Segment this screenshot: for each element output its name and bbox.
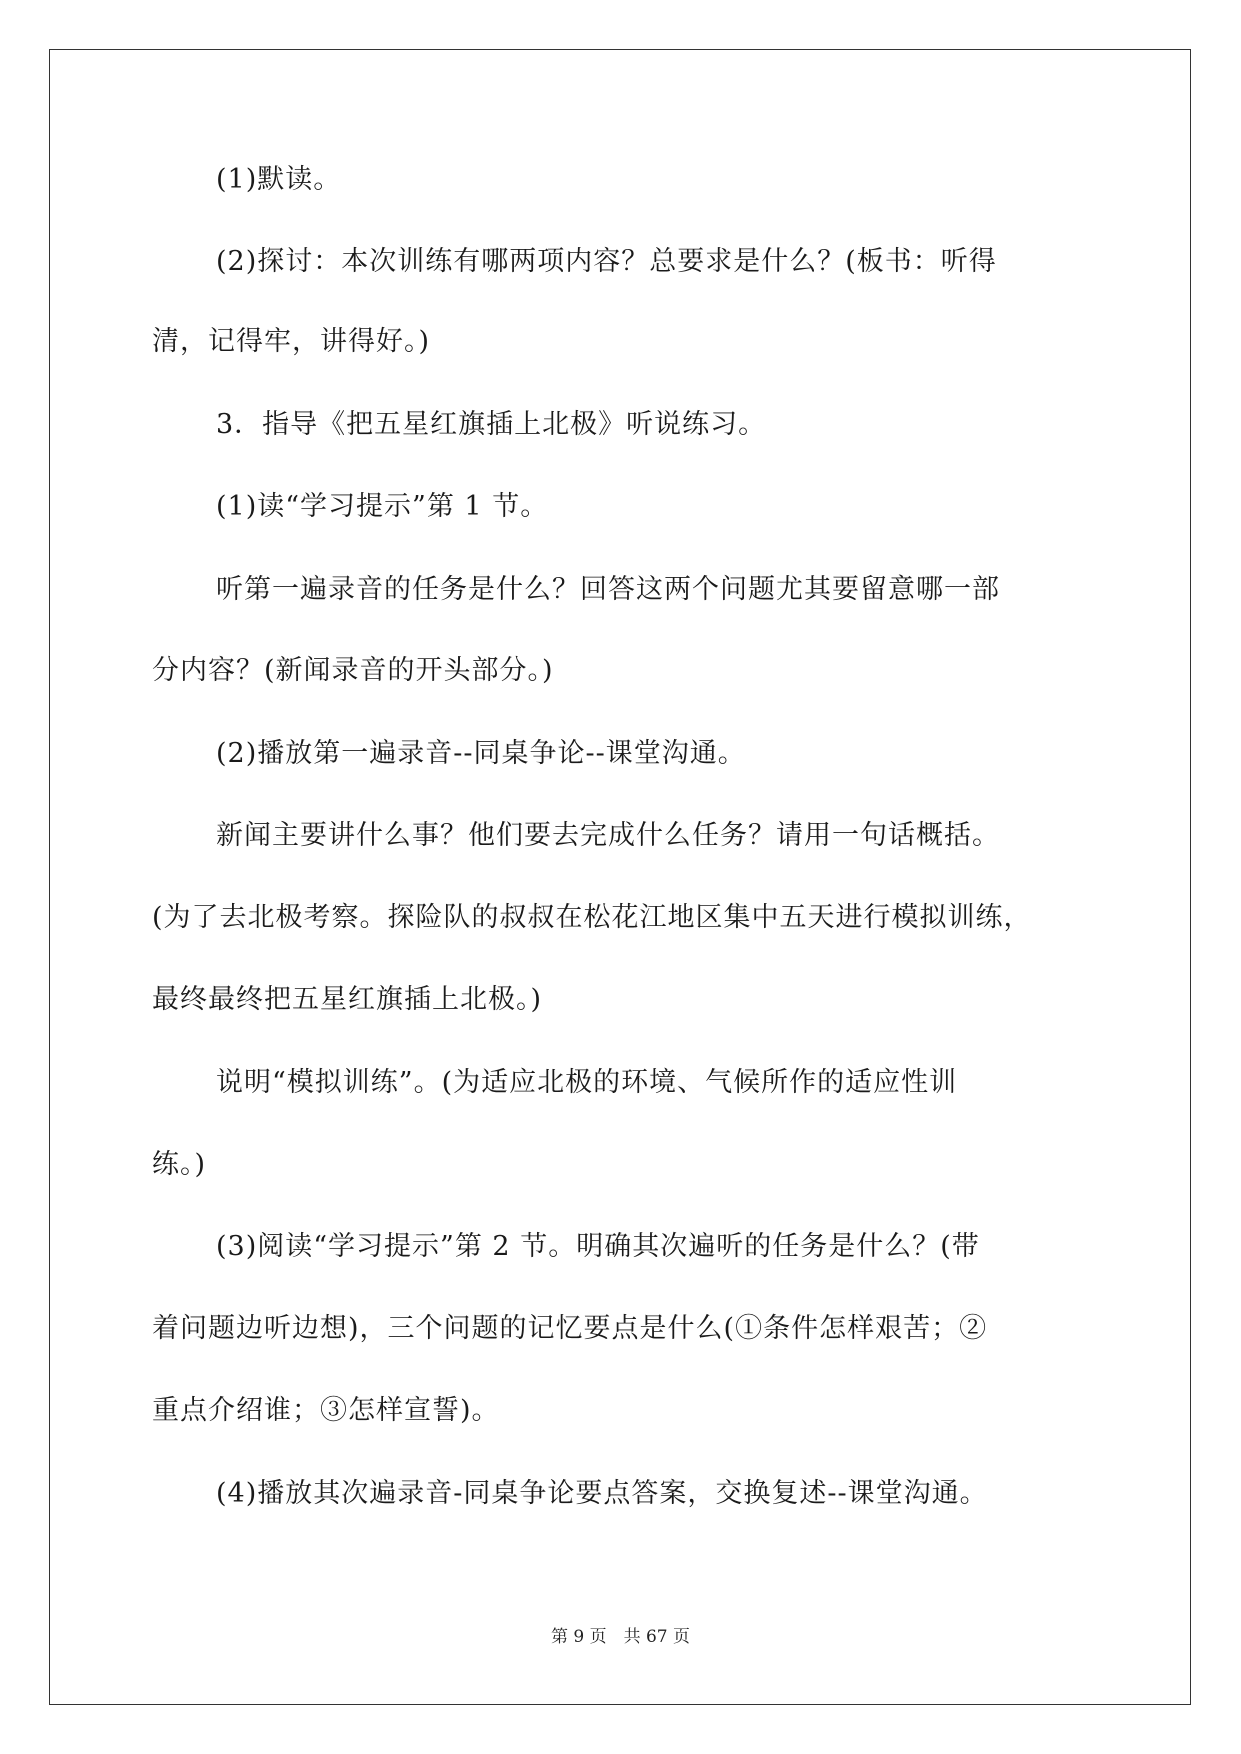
paragraph-line: 分内容？(新闻录音的开头部分。) xyxy=(152,655,554,686)
paragraph-line: (1)读“学习提示”第 1 节。 xyxy=(216,491,549,522)
paragraph-line: (4)播放其次遍录音-同桌争论要点答案，交换复述--课堂沟通。 xyxy=(216,1478,988,1509)
paragraph-line: 清，记得牢，讲得好。) xyxy=(152,326,431,357)
paragraph-line: (2)播放第一遍录音--同桌争论--课堂沟通。 xyxy=(216,738,746,769)
page-number-footer: 第 9 页 共 67 页 xyxy=(550,1627,691,1647)
paragraph-line: 着问题边听边想)，三个问题的记忆要点是什么(①条件怎样艰苦；② xyxy=(152,1313,988,1344)
paragraph-line: (3)阅读“学习提示”第 2 节。明确其次遍听的任务是什么？(带 xyxy=(216,1231,980,1262)
paragraph-line: (1)默读。 xyxy=(216,164,342,195)
paragraph-line: 最终最终把五星红旗插上北极。) xyxy=(152,984,543,1015)
paragraph-line: (2)探讨：本次训练有哪两项内容？总要求是什么？(板书：听得 xyxy=(216,246,997,277)
paragraph-line: (为了去北极考察。探险队的叔叔在松花江地区集中五天进行模拟训练， xyxy=(152,902,1032,933)
paragraph-line: 重点介绍谁；③怎样宣誓)。 xyxy=(152,1395,500,1426)
paragraph-line: 3．指导《把五星红旗插上北极》听说练习。 xyxy=(216,409,767,440)
page-border xyxy=(49,49,1191,1705)
paragraph-line: 听第一遍录音的任务是什么？回答这两个问题尤其要留意哪一部 xyxy=(216,574,1000,605)
paragraph-line: 练。) xyxy=(152,1149,207,1180)
paragraph-line: 说明“模拟训练”。(为适应北极的环境、气候所作的适应性训 xyxy=(216,1067,958,1098)
paragraph-line: 新闻主要讲什么事？他们要去完成什么任务？请用一句话概括。 xyxy=(216,820,1000,851)
